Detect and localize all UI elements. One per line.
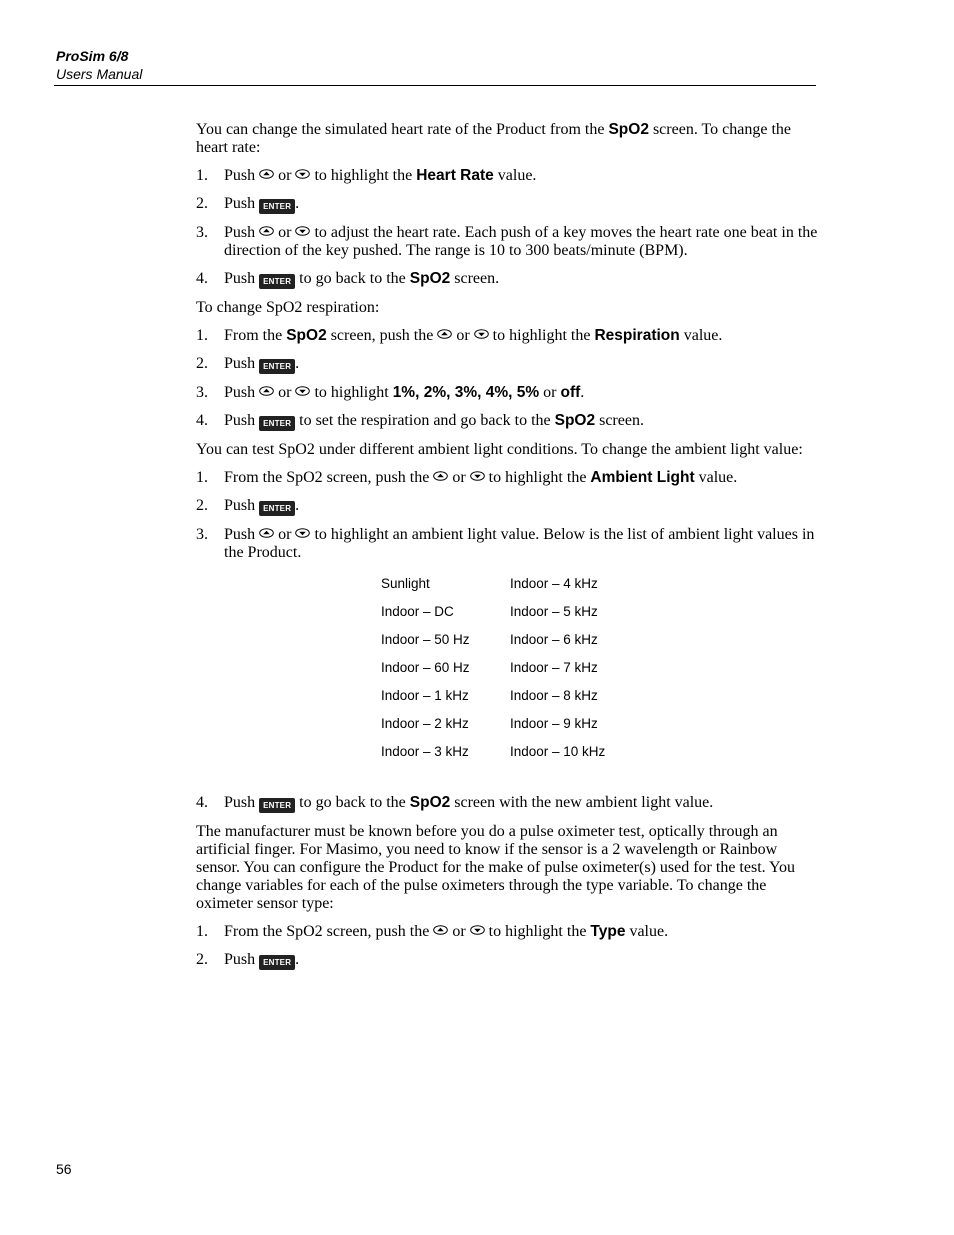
running-header [56, 47, 142, 83]
up-arrow-icon [259, 226, 274, 236]
enter-key-icon: ENTER [259, 359, 295, 374]
respiration-intro: To change SpO2 respiration: [196, 299, 380, 316]
enter-key-icon: ENTER [259, 199, 295, 214]
heart-rate-step-2: 2. Push ENTER . [196, 195, 300, 212]
type-step-2: 2. Push ENTER . [196, 951, 300, 968]
table-cell: Indoor – 2 kHz [381, 716, 469, 731]
up-arrow-icon [437, 329, 452, 339]
table-row [381, 576, 821, 604]
respiration-step-3: 3. Push or to highlight 1%, 2%, 3%, 4%, 5% or off. [196, 384, 585, 401]
header-product: ProSim 6/8 [56, 48, 129, 64]
up-arrow-icon [433, 925, 448, 935]
table-cell: Indoor – 60 Hz [381, 660, 470, 675]
table-row [381, 744, 821, 772]
up-arrow-icon [259, 528, 274, 538]
ambient-light-values-table [381, 576, 821, 772]
heart-rate-step-3: 3. Push or to adjust the heart rate. Each push of a key moves the heart rate one beat in the direction of the key pushed. The range is 10 to 300 beats/minute (BPM). [196, 224, 818, 259]
heart-rate-step-4: 4. Push ENTER to go back to the SpO2 screen. [196, 270, 500, 287]
table-cell: Indoor – 8 kHz [510, 688, 598, 703]
down-arrow-icon [295, 226, 310, 236]
table-cell: Indoor – 5 kHz [510, 604, 598, 619]
enter-key-icon: ENTER [259, 955, 295, 970]
down-arrow-icon [470, 925, 485, 935]
header-manual: Users Manual [56, 66, 143, 82]
table-cell: Indoor – 9 kHz [510, 716, 598, 731]
type-step-1: 1. From the SpO2 screen, push the or to highlight the Type value. [196, 923, 669, 940]
respiration-step-1: 1. From the SpO2 screen, push the or to highlight the Respiration value. [196, 327, 723, 344]
enter-key-icon: ENTER [259, 501, 295, 516]
table-cell: Indoor – 7 kHz [510, 660, 598, 675]
table-cell: Indoor – DC [381, 604, 454, 619]
enter-key-icon: ENTER [259, 274, 295, 289]
table-cell: Indoor – 3 kHz [381, 744, 469, 759]
respiration-step-2: 2. Push ENTER . [196, 355, 300, 372]
table-row [381, 688, 821, 716]
table-cell: Sunlight [381, 576, 430, 591]
header-rule [54, 85, 816, 86]
table-row [381, 716, 821, 744]
heart-rate-step-1: 1. Push or to highlight the Heart Rate value. [196, 167, 537, 184]
table-cell: Indoor – 50 Hz [381, 632, 470, 647]
down-arrow-icon [470, 471, 485, 481]
ambient-light-step-4: 4. Push ENTER to go back to the SpO2 screen with the new ambient light value. [196, 794, 714, 811]
up-arrow-icon [259, 169, 274, 179]
ambient-light-step-2: 2. Push ENTER . [196, 497, 300, 514]
up-arrow-icon [259, 386, 274, 396]
enter-key-icon: ENTER [259, 416, 295, 431]
down-arrow-icon [295, 528, 310, 538]
ambient-light-intro: You can test SpO2 under different ambient light conditions. To change the ambient light value: [196, 441, 803, 458]
page-body [196, 121, 821, 980]
table-cell: Indoor – 1 kHz [381, 688, 469, 703]
ambient-light-step-3: 3. Push or to highlight an ambient light value. Below is the list of ambient light values in the Product. [196, 526, 815, 561]
page-number: 56 [56, 1161, 72, 1177]
heart-rate-intro: You can change the simulated heart rate of the Product from the SpO2 screen. To change the heart rate: [196, 121, 792, 156]
table-cell: Indoor – 6 kHz [510, 632, 598, 647]
down-arrow-icon [295, 169, 310, 179]
manufacturer-paragraph: The manufacturer must be known before you do a pulse oximeter test, optically through an artificial finger. For Masimo, you need to know if the sensor is a 2 wavelength or Rainbow sensor. You can configure the Product for the make of pulse oximeter(s) used for the test. You change variables for each of the pulse oximeters through the type variable. To change the oximeter sensor type: [196, 823, 795, 912]
table-cell: Indoor – 10 kHz [510, 744, 606, 759]
table-row [381, 660, 821, 688]
up-arrow-icon [433, 471, 448, 481]
down-arrow-icon [474, 329, 489, 339]
ambient-light-step-1: 1. From the SpO2 screen, push the or to highlight the Ambient Light value. [196, 469, 738, 486]
enter-key-icon: ENTER [259, 798, 295, 813]
table-row [381, 632, 821, 660]
table-row [381, 604, 821, 632]
down-arrow-icon [295, 386, 310, 396]
respiration-step-4: 4. Push ENTER to set the respiration and go back to the SpO2 screen. [196, 412, 644, 429]
table-cell: Indoor – 4 kHz [510, 576, 598, 591]
